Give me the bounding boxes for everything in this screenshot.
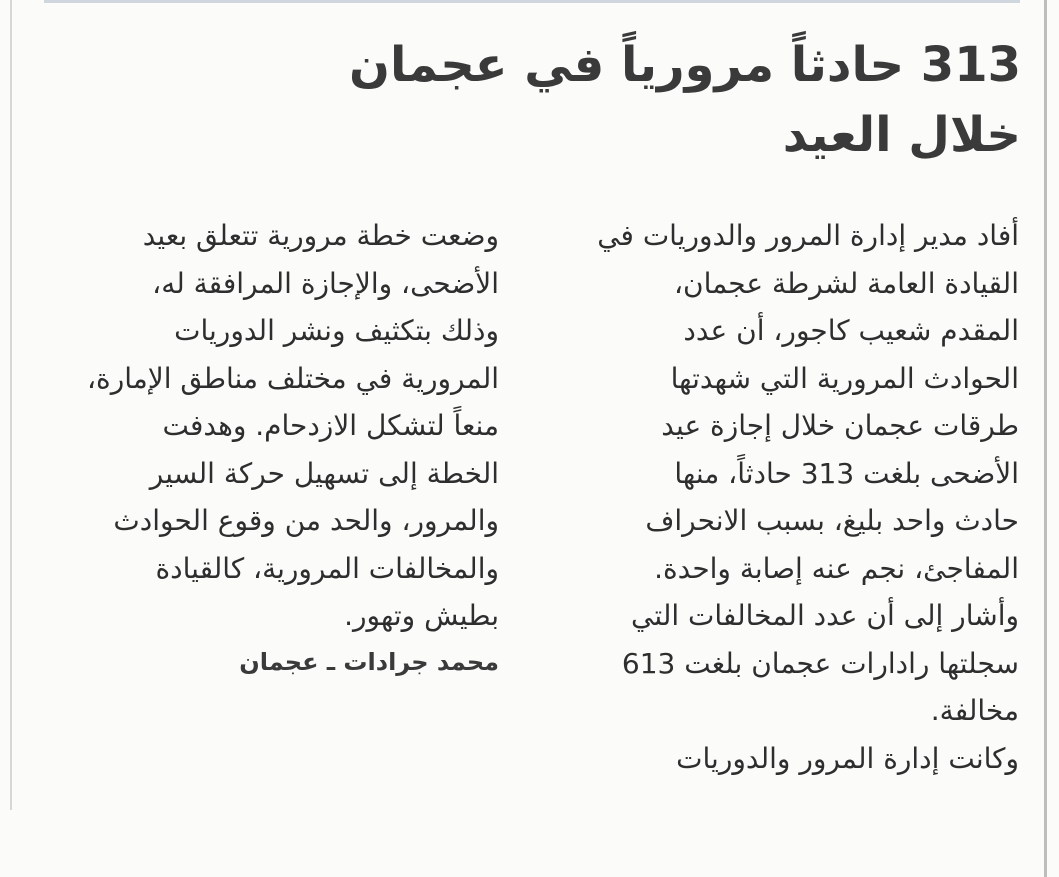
article-headline xyxy=(241,30,1021,170)
body-line: طرقات عجمان خلال إجازة عيد xyxy=(661,409,1019,442)
article-column-left xyxy=(29,212,499,684)
body-line: والمرور، والحد من وقوع الحوادث xyxy=(113,504,499,537)
body-line: المفاجئ، نجم عنه إصابة واحدة. xyxy=(654,551,1019,585)
left-scan-edge xyxy=(10,0,12,810)
top-rule xyxy=(44,0,1020,3)
body-line: سجلتها رادارات عجمان بلغت 613 xyxy=(621,646,1019,680)
body-line: المرورية في مختلف مناطق الإمارة، xyxy=(86,361,499,395)
body-line: بطيش وتهور. xyxy=(344,599,499,632)
body-line: الخطة إلى تسهيل حركة السير xyxy=(149,456,499,490)
headline-line: خلال العيد xyxy=(782,107,1021,163)
body-line: وكانت إدارة المرور والدوريات xyxy=(676,741,1019,775)
body-line: وذلك بتكثيف ونشر الدوريات xyxy=(174,314,499,347)
article-column-right xyxy=(549,212,1019,782)
body-line: وأشار إلى أن عدد المخالفات التي xyxy=(631,599,1019,632)
headline-line: 313 حادثاً مرورياً في عجمان xyxy=(349,37,1021,93)
body-line: الحوادث المرورية التي شهدتها xyxy=(670,361,1019,395)
body-line: الأضحى، والإجازة المرافقة له، xyxy=(152,266,499,300)
body-line: حادث واحد بليغ، بسبب الانحراف xyxy=(645,504,1019,537)
body-line: مخالفة. xyxy=(930,694,1019,727)
body-line: منعاً لتشكل الازدحام. وهدفت xyxy=(162,409,499,442)
body-line: الأضحى بلغت 313 حادثاً، منها xyxy=(674,456,1019,490)
body-line: المقدم شعيب كاجور، أن عدد xyxy=(683,314,1019,347)
body-line: القيادة العامة لشرطة عجمان، xyxy=(673,266,1019,300)
byline: محمد جرادات ـ عجمان xyxy=(239,647,499,676)
body-line: والمخالفات المرورية، كالقيادة xyxy=(155,551,499,585)
body-line: أفاد مدير إدارة المرور والدوريات في xyxy=(597,219,1019,252)
right-scan-edge xyxy=(1044,0,1047,877)
body-line: وضعت خطة مرورية تتعلق بعيد xyxy=(142,219,499,252)
